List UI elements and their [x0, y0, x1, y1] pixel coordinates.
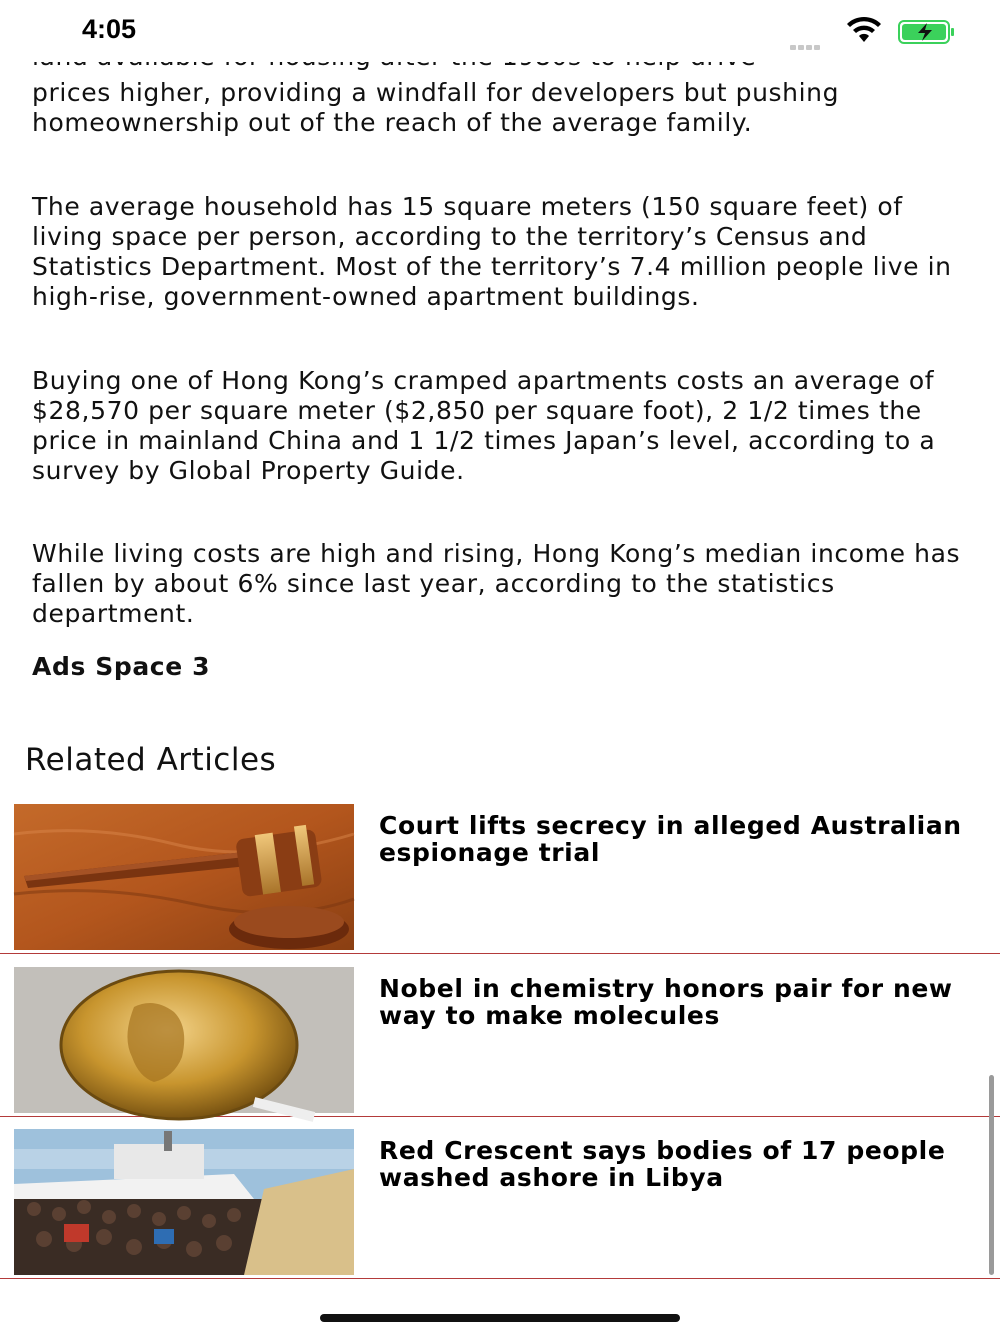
cellular-signal-icon	[790, 35, 822, 54]
article-paragraph: The average household has 15 square meters (150 square feet) of living space per person, according to the territory’s Census and Statistics Department. Most of the territory’s 7.4 million people live in high-rise, government-owned apartment buildings.	[32, 192, 952, 311]
status-bar	[0, 0, 1000, 62]
scrollbar[interactable]	[989, 1075, 994, 1275]
home-indicator[interactable]	[320, 1314, 680, 1322]
wifi-icon	[846, 18, 882, 44]
ads-space-label: Ads Space 3	[32, 652, 211, 681]
related-article-title[interactable]: Court lifts secrecy in alleged Australian espionage trial	[379, 811, 962, 867]
gavel-image[interactable]	[14, 804, 354, 950]
battery-charging-icon	[898, 20, 956, 44]
related-article-title[interactable]: Nobel in chemistry honors pair for new way to make molecules	[379, 974, 953, 1030]
migrants-boat-image[interactable]	[14, 1129, 354, 1275]
related-article-item[interactable]	[0, 798, 1000, 954]
related-articles-heading: Related Articles	[25, 742, 277, 778]
related-article-item[interactable]	[0, 1123, 1000, 1279]
related-article-title[interactable]: Red Crescent says bodies of 17 people washed ashore in Libya	[379, 1136, 946, 1192]
article-paragraph: prices higher, providing a windfall for developers but pushing homeownership out of the reach of the average family.	[32, 78, 840, 137]
article-paragraph: Buying one of Hong Kong’s cramped apartments costs an average of $28,570 per square meter ($2,850 per square foot), 2 1/2 times the price in mainland China and 1 1/2 times Japan’s level, according to a survey by Global Property Guide.	[32, 366, 936, 485]
related-article-item[interactable]	[0, 961, 1000, 1117]
nobel-medal-image[interactable]	[14, 967, 354, 1113]
article-paragraph: While living costs are high and rising, Hong Kong’s median income has fallen by about 6% since last year, according to the statistics department.	[32, 539, 961, 628]
status-time: 4:05	[82, 14, 137, 44]
